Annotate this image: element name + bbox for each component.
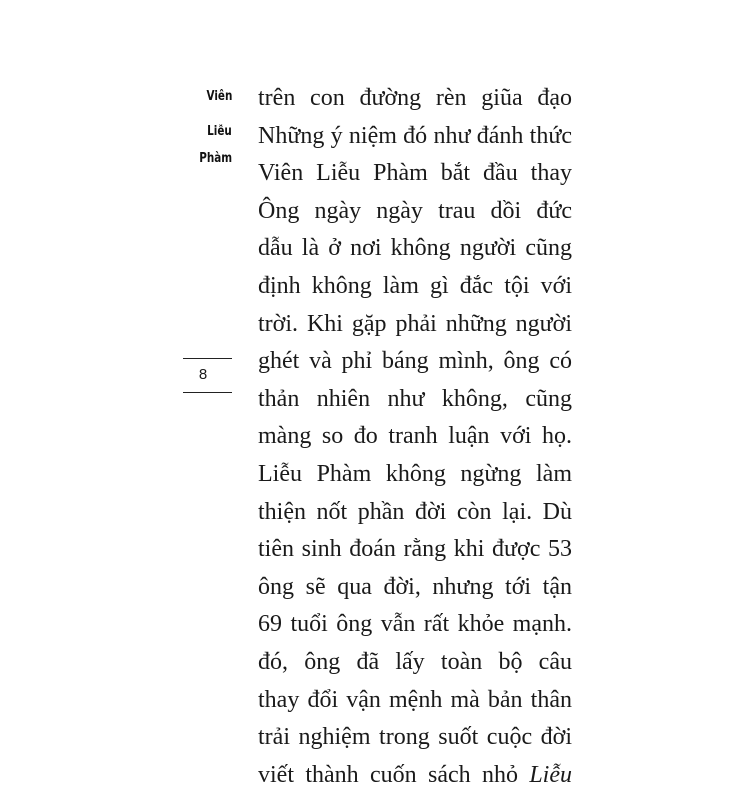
text-line: tiên sinh đoán rằng khi được 53 [258, 536, 572, 563]
text-line: trời. Khi gặp phải những người [258, 310, 572, 337]
page-number-rule-bottom [183, 392, 232, 393]
text-line [258, 757, 572, 794]
text-line: ghét và phỉ báng mình, ông có [258, 348, 572, 375]
page-number-rule-top [183, 358, 232, 359]
text-line: Những ý niệm đó như đánh thức [258, 122, 572, 149]
running-head-word: Viên [206, 89, 232, 104]
text-line: màng so đo tranh luận với họ. [258, 423, 572, 450]
text-line: ông sẽ qua đời, nhưng tới tận [258, 573, 572, 600]
text-line: thay đổi vận mệnh mà bản thân [258, 686, 572, 713]
running-head-word: Liễu [207, 124, 232, 139]
text-line: trên con đường rèn giũa đạo [258, 85, 572, 111]
text-line: Viên Liễu Phàm bắt đầu thay [258, 160, 572, 187]
body-text [258, 80, 572, 794]
text-line-plain: viết thành cuốn sách nhỏ [258, 761, 518, 788]
text-line: 69 tuổi ông vẫn rất khỏe mạnh. [258, 611, 572, 638]
text-line: thiện nốt phần đời còn lại. Dù [258, 498, 572, 525]
text-line: Liễu Phàm không ngừng làm [258, 460, 572, 487]
text-line: thản nhiên như không, cũng [258, 385, 572, 412]
running-head-word: Phàm [199, 151, 232, 166]
page-number: 8 [198, 366, 208, 383]
text-line: Ông ngày ngày trau dồi đức [258, 197, 572, 224]
book-title-italic: Liễu [529, 761, 572, 788]
text-line: định không làm gì đắc tội với [258, 272, 572, 299]
text-line: dẫu là ở nơi không người cũng [258, 235, 572, 262]
text-line: trải nghiệm trong suốt cuộc đời [258, 724, 572, 751]
text-line: đó, ông đã lấy toàn bộ câu [258, 648, 572, 675]
